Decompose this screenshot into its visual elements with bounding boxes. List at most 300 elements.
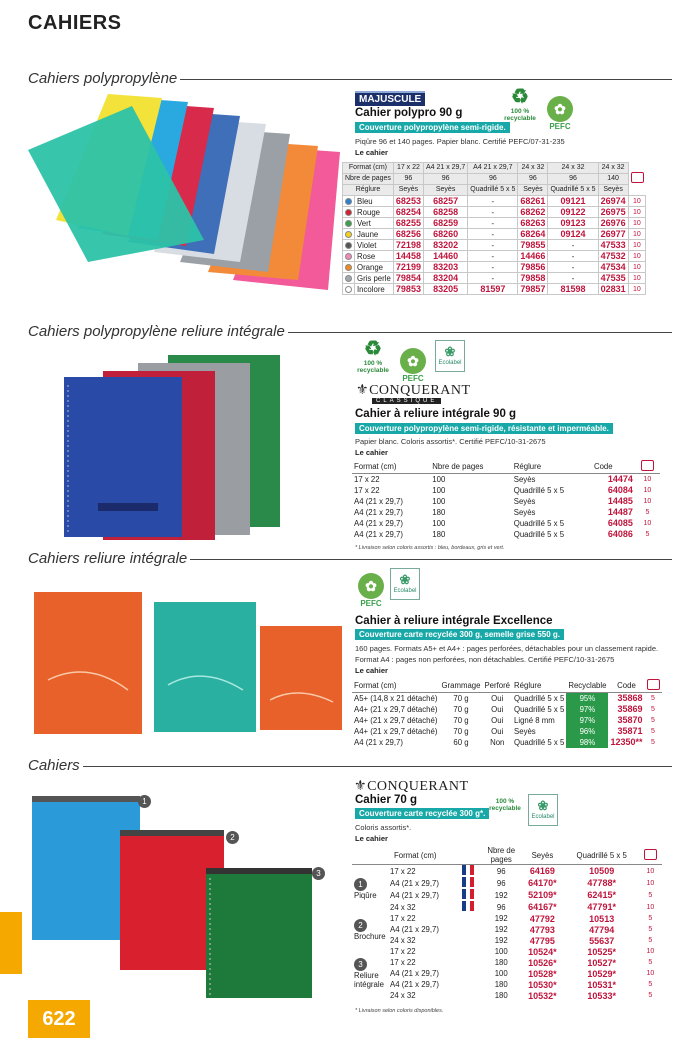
pack-quantity: 5: [648, 937, 653, 944]
pack-quantity: 10: [646, 948, 655, 955]
color-name: Jaune: [355, 229, 394, 240]
format: A4 (21 x 29,7): [354, 737, 403, 747]
france-flag-icon: [462, 889, 474, 899]
pages: 180: [432, 507, 446, 517]
product-code: 26974: [598, 196, 628, 207]
pack-quantity: 10: [628, 262, 646, 273]
product-title: Cahier à reliure intégrale 90 g: [355, 408, 517, 420]
product-code: 68260: [423, 229, 467, 240]
product-code: 10509: [589, 866, 615, 876]
product-code: 14458: [393, 251, 423, 262]
pages: 192: [494, 914, 508, 923]
side-tab: [0, 912, 22, 974]
product-band: Couverture polypropylène semi-rigide, résistante et imperméable.: [355, 423, 613, 434]
pack-quantity: 10: [628, 251, 646, 262]
product-title: Cahier 70 g: [355, 794, 417, 806]
format: A4 (21 x 29,7): [390, 925, 439, 934]
product-code: 14474: [607, 474, 633, 485]
product-code: 10531*: [587, 979, 616, 990]
flag-cell: [460, 924, 482, 935]
product-code: 83202: [423, 240, 467, 251]
pack-quantity: 5: [645, 508, 650, 516]
color-dot-icon: [345, 242, 352, 249]
pack-quantity: 10: [628, 273, 646, 284]
table-row: [352, 715, 662, 726]
marker-3: 3: [312, 867, 325, 880]
pack-quantity: 10: [628, 207, 646, 218]
reglure: Seyès: [513, 507, 536, 517]
reglure: Quadrillé 5 x 5: [513, 529, 565, 539]
product-title: Cahier à reliure intégrale Excellence: [355, 615, 553, 627]
flag-cell: [460, 913, 482, 924]
product-code: -: [468, 218, 518, 229]
product-code: 10524*: [528, 946, 557, 957]
pages: 100: [432, 474, 446, 484]
product-code: 14466: [518, 251, 548, 262]
spiral-notebooks-image: [58, 355, 288, 540]
flag-cell: [460, 968, 482, 979]
flag-cell: [460, 877, 482, 889]
product-code: 02831: [598, 284, 628, 295]
pages: 180: [494, 958, 508, 967]
reglure: Quadrillé 5 x 5: [514, 737, 565, 747]
pages: 100: [432, 485, 446, 495]
format: 24 x 32: [390, 902, 416, 912]
format: 24 x 32: [390, 991, 416, 1000]
format: A4 (21 x 29,7): [354, 496, 403, 506]
pack-quantity: 10: [628, 284, 646, 295]
brand-badge: MAJUSCULE: [355, 91, 425, 106]
pack-quantity: 5: [648, 981, 653, 988]
color-dot-icon: [345, 286, 352, 293]
table-row: [352, 957, 662, 968]
page-number: 622: [28, 1000, 90, 1038]
color-swatch: [343, 240, 355, 251]
product-code: -: [548, 251, 598, 262]
pack-quantity: 5: [651, 716, 655, 724]
pefc-icon: ✿: [400, 348, 426, 374]
reglure: Seyès: [514, 726, 536, 736]
product-code: 09122: [548, 207, 598, 218]
grammage: 60 g: [453, 737, 469, 747]
table-row: [352, 507, 660, 518]
product-code: 72199: [393, 262, 423, 273]
table-row: [352, 474, 660, 485]
recyclable: 97%: [566, 715, 608, 726]
product-sub: Le cahier: [355, 834, 388, 843]
ecolabel-logo: ❀ Ecolabel: [435, 340, 465, 372]
perfore: Oui: [491, 693, 504, 703]
pack-quantity: 5: [651, 705, 655, 713]
recyclable: 97%: [566, 704, 608, 715]
pack-quantity: 5: [648, 915, 653, 922]
product-code: 10525*: [587, 946, 616, 957]
package-icon: [647, 679, 660, 690]
conquerant-icon: ⚜: [356, 383, 370, 398]
table-row: [352, 726, 662, 737]
product-code: 47533: [598, 240, 628, 251]
format: 17 x 22: [354, 474, 380, 484]
pefc-logo: ✿ PEFC: [354, 573, 388, 608]
brand-logo: ⚜CONQUERANT: [354, 779, 469, 794]
conquerant-notebooks-image: [28, 790, 318, 1000]
group-label: [352, 865, 388, 914]
recycle-logo: 100 % recyclable: [489, 798, 521, 812]
france-flag-icon: [462, 865, 474, 875]
color-swatch: [343, 207, 355, 218]
product-code: 72198: [393, 240, 423, 251]
format: A4+ (21 x 29,7 détaché): [354, 726, 438, 736]
product-code: 64167*: [528, 902, 557, 912]
product-code: 68264: [518, 229, 548, 240]
format: A5+ (14,8 x 21 détaché): [354, 693, 438, 703]
table-row: [343, 262, 646, 273]
color-name: Rouge: [355, 207, 394, 218]
excellence-notebooks-image: [28, 590, 350, 740]
color-name: Bleu: [355, 196, 394, 207]
product-code: 64169: [529, 866, 555, 876]
pack-quantity: 5: [648, 992, 653, 999]
brand-sub: CLASSIQUE: [372, 398, 441, 404]
format: A4 (21 x 29,7): [390, 890, 439, 900]
color-swatch: [343, 284, 355, 295]
product-code: 14460: [423, 251, 467, 262]
section-heading: Cahiers polypropylène reliure intégrale: [28, 323, 672, 340]
product-band: Couverture carte recyclée 300 g*.: [355, 808, 489, 819]
format: A4+ (21 x 29,7 détaché): [354, 704, 438, 714]
product-code: 10527*: [587, 957, 616, 968]
product-code: -: [468, 251, 518, 262]
table-row: [352, 518, 660, 529]
product-description: Piqûre 96 et 140 pages. Papier blanc. Certifié PEFC/07-31-235: [355, 137, 565, 146]
table-row: [343, 229, 646, 240]
table-row: [343, 207, 646, 218]
pack-quantity: 5: [651, 738, 655, 746]
format: 17 x 22: [354, 485, 380, 495]
product-code: 09123: [548, 218, 598, 229]
color-name: Orange: [355, 262, 394, 273]
pages: 100: [494, 969, 508, 978]
footnote: * Livraison selon coloris assortis : bleu, bordeaux, gris et vert.: [355, 545, 505, 551]
pack-quantity: 10: [628, 229, 646, 240]
table-row: [352, 924, 662, 935]
group-name: Reliure intégrale: [354, 971, 384, 989]
product-code: 26977: [598, 229, 628, 240]
color-name: Vert: [355, 218, 394, 229]
pack-quantity: 10: [646, 970, 655, 977]
color-dot-icon: [345, 209, 352, 216]
product-code: 79854: [393, 273, 423, 284]
group-marker: 2: [354, 919, 367, 932]
france-flag-icon: [462, 901, 474, 911]
perfore: Oui: [491, 726, 504, 736]
pack-quantity: 10: [628, 218, 646, 229]
product-code: 47788*: [587, 878, 616, 888]
product-code: 47534: [598, 262, 628, 273]
table-row: [352, 737, 662, 748]
recyclable: 95%: [566, 693, 608, 704]
package-icon: [641, 460, 654, 471]
format: A4 (21 x 29,7): [354, 507, 403, 517]
format: 24 x 32: [390, 936, 416, 945]
product-code: 47535: [598, 273, 628, 284]
page-title: CAHIERS: [28, 12, 122, 34]
product-code: 09121: [548, 196, 598, 207]
product-code: 79856: [518, 262, 548, 273]
table-row: [352, 889, 662, 901]
format: A4+ (21 x 29,7 détaché): [354, 715, 438, 725]
color-dot-icon: [345, 264, 352, 271]
pack-quantity: 5: [651, 727, 655, 735]
recyclable: 98%: [566, 737, 608, 748]
pages: 180: [494, 991, 508, 1000]
product-code: 14485: [607, 496, 633, 506]
table-row: [352, 485, 660, 496]
product-code: -: [548, 273, 598, 284]
group-label: [352, 946, 388, 1001]
color-name: Gris perle: [355, 273, 394, 284]
product-code: 55637: [589, 935, 615, 946]
product-code: -: [468, 262, 518, 273]
pages: 96: [496, 866, 506, 876]
product-band: Couverture carte recyclée 300 g, semelle grise 550 g.: [355, 629, 564, 640]
section-heading: Cahiers reliure intégrale: [28, 550, 672, 567]
group-marker: 3: [354, 958, 367, 971]
product-code: 64085: [607, 518, 633, 528]
pack-quantity: 5: [651, 694, 655, 702]
recycle-icon: ♻: [364, 338, 382, 360]
grammage: 70 g: [453, 693, 469, 703]
pack-quantity: 10: [628, 240, 646, 251]
product-code: 35870: [617, 715, 643, 725]
color-name: Incolore: [355, 284, 394, 295]
color-swatch: [343, 218, 355, 229]
flag-cell: [460, 946, 482, 957]
package-icon: [631, 172, 644, 183]
table-row: [352, 693, 662, 704]
ecolabel-logo: ❀ Ecolabel: [390, 568, 420, 600]
ecolabel-icon: ❀: [444, 344, 456, 359]
pack-quantity: 5: [648, 959, 653, 966]
product-code: 68262: [518, 207, 548, 218]
color-dot-icon: [345, 275, 352, 282]
pack-quantity: 10: [643, 486, 652, 494]
pack-quantity: 5: [645, 530, 650, 538]
product-code: 10530*: [528, 979, 557, 990]
pack-quantity: 10: [646, 879, 655, 887]
grammage: 70 g: [453, 715, 469, 725]
table-row: [352, 990, 662, 1001]
product-code: 64084: [607, 485, 633, 495]
color-dot-icon: [345, 231, 352, 238]
product-code: 79858: [518, 273, 548, 284]
product-code: 83205: [423, 284, 467, 295]
format: A4 (21 x 29,7): [354, 529, 403, 539]
format: 17 x 22: [390, 866, 416, 876]
polypro-notebooks-image: [28, 90, 348, 310]
grammage: 70 g: [453, 704, 469, 714]
product-code: 47793: [529, 924, 555, 935]
product-title: Cahier polypro 90 g: [355, 107, 463, 119]
pages: 100: [432, 496, 446, 506]
color-swatch: [343, 229, 355, 240]
product-code: 35868: [617, 693, 643, 704]
pefc-icon: ✿: [358, 573, 384, 599]
product-sub: Le cahier: [355, 666, 388, 675]
product-description: Coloris assortis*.: [355, 823, 412, 832]
flag-cell: [460, 865, 482, 878]
product-code: 26975: [598, 207, 628, 218]
product-code: -: [468, 229, 518, 240]
flag-cell: [460, 957, 482, 968]
pages: 100: [432, 518, 446, 528]
product-code: 68255: [393, 218, 423, 229]
flag-cell: [460, 889, 482, 901]
format: A4 (21 x 29,7): [390, 980, 439, 989]
pages: 180: [432, 529, 446, 539]
pefc-logo: ✿ PEFC: [543, 96, 577, 131]
product-sub: Le cahier: [355, 448, 388, 457]
color-dot-icon: [345, 220, 352, 227]
group-label: [352, 913, 388, 946]
pefc-logo: ✿ PEFC: [396, 348, 430, 383]
product-code: 10532*: [528, 990, 557, 1001]
group-name: Brochure: [354, 931, 386, 941]
format: 17 x 22: [390, 947, 416, 956]
reglure: Quadrillé 5 x 5: [514, 704, 565, 714]
product-code: 47792: [529, 913, 555, 924]
product-code: 10513: [589, 913, 615, 924]
reglure: Quadrillé 5 x 5: [513, 485, 565, 495]
flag-cell: [460, 979, 482, 990]
product-code: 79853: [393, 284, 423, 295]
product-code: 79857: [518, 284, 548, 295]
flag-cell: [460, 990, 482, 1001]
recycle-logo: ♻ 100 % recyclable: [498, 86, 542, 122]
pack-quantity: 10: [646, 903, 655, 911]
product-description: Papier blanc. Coloris assortis*. Certifié PEFC/10-31-2675: [355, 437, 546, 446]
product-code: -: [468, 196, 518, 207]
product-table-4: Format (cm) Nbre de pages Seyès Quadrillé 5 x 5 1 Piqûre 17 x 22 96 64169 10509 10 A4 (21 x 29,7) 96 64170* 47788* 10 A4 (21 x 29,7) 192 52109* 62415* 5 24 x 32 96 64167* 47791* 10 2 Brochure 17 x 22 192 47792 10513 5 A4 (21 x 29,7) 192 47793 47794 5 24 x 32 192 47795 55637 5 3 Reliure intégrale 17 x 22 100 10524* 10525* 10 17 x 22 180 10526* 10527* 5 A4 (21 x 29,7) 100 10528* 10529* 10 A4 (21 x 29,7) 180 10530* 10531* 5 24 x 32 180 10532* 10533* 5: [352, 846, 662, 1001]
product-code: 68261: [518, 196, 548, 207]
product-code: 47794: [589, 924, 615, 935]
color-swatch: [343, 273, 355, 284]
pack-quantity: 10: [646, 867, 655, 875]
product-code: -: [468, 273, 518, 284]
reglure: Seyès: [513, 496, 536, 506]
pages: 192: [494, 936, 508, 945]
color-dot-icon: [345, 198, 352, 205]
table-row: [352, 946, 662, 957]
recyclable: 96%: [566, 726, 608, 737]
table-row: [343, 251, 646, 262]
perfore: Non: [490, 737, 505, 747]
table-row: [352, 901, 662, 913]
product-code: 35869: [617, 704, 643, 714]
color-name: Rose: [355, 251, 394, 262]
perfore: Oui: [491, 715, 504, 725]
group-marker: 1: [354, 878, 367, 891]
flag-cell: [460, 935, 482, 946]
grammage: 70 g: [453, 726, 469, 736]
product-code: -: [548, 262, 598, 273]
product-code: 26976: [598, 218, 628, 229]
product-code: 83204: [423, 273, 467, 284]
pack-quantity: 5: [648, 926, 653, 933]
flag-cell: [460, 901, 482, 913]
reglure: Quadrillé 5 x 5: [513, 518, 565, 528]
pages: 96: [496, 878, 506, 888]
product-code: 81597: [468, 284, 518, 295]
table-row: [352, 865, 662, 878]
product-code: 68259: [423, 218, 467, 229]
pack-quantity: 10: [643, 475, 652, 483]
product-code: 14487: [607, 507, 633, 517]
format: 17 x 22: [390, 958, 416, 967]
footnote: * Livraison selon coloris disponibles.: [355, 1008, 444, 1014]
table-row: [343, 196, 646, 207]
product-code: 12350**: [610, 737, 643, 747]
product-table-1: Format (cm) 17 x 22 A4 21 x 29,7 A4 21 x 29,7 24 x 32 24 x 32 24 x 32 Nbre de pages 96 96 96 96 96 140 Réglure Seyès Seyès Quadrillé 5 x 5 Seyès Quadrillé 5 x 5 Seyès Bleu 68253 68257 - 68261 09121 26974 10 Rouge 68254 68258 - 68262 09122 26975 10 Vert 68255 68259 - 68263 09123 26976 10 Jaune 68256 68260 - 68264 09124 26977 10 Violet 72198 83202 - 79855 - 47533 10 Rose 14458 14460 - 14466 - 47532 10 Orange 72199 83203 - 79856 - 47534 10 Gris perle 79854 83204 - 79858 - 47535 10 Incolore 79853 83205 81597 79857 81598 02831 10: [342, 162, 646, 295]
pack-quantity: 5: [648, 891, 653, 899]
section-heading: Cahiers: [28, 757, 672, 774]
format: A4 (21 x 29,7): [390, 969, 439, 978]
pages: 192: [494, 925, 508, 934]
product-code: 68256: [393, 229, 423, 240]
product-code: 09124: [548, 229, 598, 240]
marker-1: 1: [138, 795, 151, 808]
product-table-3: Format (cm) Grammage Perforé Réglure Recyclable Code A5+ (14,8 x 21 détaché) 70 g Oui Quadrillé 5 x 5 95% 35868 5 A4+ (21 x 29,7 détaché) 70 g Oui Quadrillé 5 x 5 97% 35869 5 A4+ (21 x 29,7 détaché) 70 g Oui Ligné 8 mm 97% 35870 5 A4+ (21 x 29,7 détaché) 70 g Oui Seyès 96% 35871 5 A4 (21 x 29,7) 60 g Non Quadrillé 5 x 5 98% 12350** 5: [352, 679, 662, 748]
format: 17 x 22: [390, 914, 416, 923]
table-row: [343, 273, 646, 284]
product-code: 79855: [518, 240, 548, 251]
marker-2: 2: [226, 831, 239, 844]
product-code: 68253: [393, 196, 423, 207]
product-code: 10533*: [587, 990, 616, 1001]
product-code: 68257: [423, 196, 467, 207]
product-code: -: [468, 240, 518, 251]
product-code: 64170*: [528, 878, 557, 888]
product-code: 68258: [423, 207, 467, 218]
product-code: -: [468, 207, 518, 218]
product-code: 68254: [393, 207, 423, 218]
table-row: [352, 877, 662, 889]
ecolabel-logo: ❀ Ecolabel: [528, 794, 558, 826]
color-swatch: [343, 262, 355, 273]
perfore: Oui: [491, 704, 504, 714]
france-flag-icon: [462, 877, 474, 887]
pages: 192: [494, 890, 508, 900]
product-code: 10526*: [528, 957, 557, 968]
recycle-icon: ♻: [511, 86, 529, 108]
table-row: [343, 240, 646, 251]
product-code: 10528*: [528, 968, 557, 979]
reglure: Ligné 8 mm: [514, 715, 555, 725]
table-row: [352, 935, 662, 946]
product-description: Format A4 : pages non perforées, non détachables. Certifié PEFC/10-31-2675: [355, 655, 615, 664]
product-code: 47791*: [587, 902, 616, 912]
package-icon: [644, 849, 657, 860]
pages: 180: [494, 980, 508, 989]
product-code: 68263: [518, 218, 548, 229]
section-heading: Cahiers polypropylène: [28, 70, 672, 87]
product-code: -: [548, 240, 598, 251]
product-code: 47532: [598, 251, 628, 262]
product-sub: Le cahier: [355, 148, 388, 157]
pages: 96: [496, 902, 506, 912]
table-row: [352, 529, 660, 540]
table-row: [352, 979, 662, 990]
